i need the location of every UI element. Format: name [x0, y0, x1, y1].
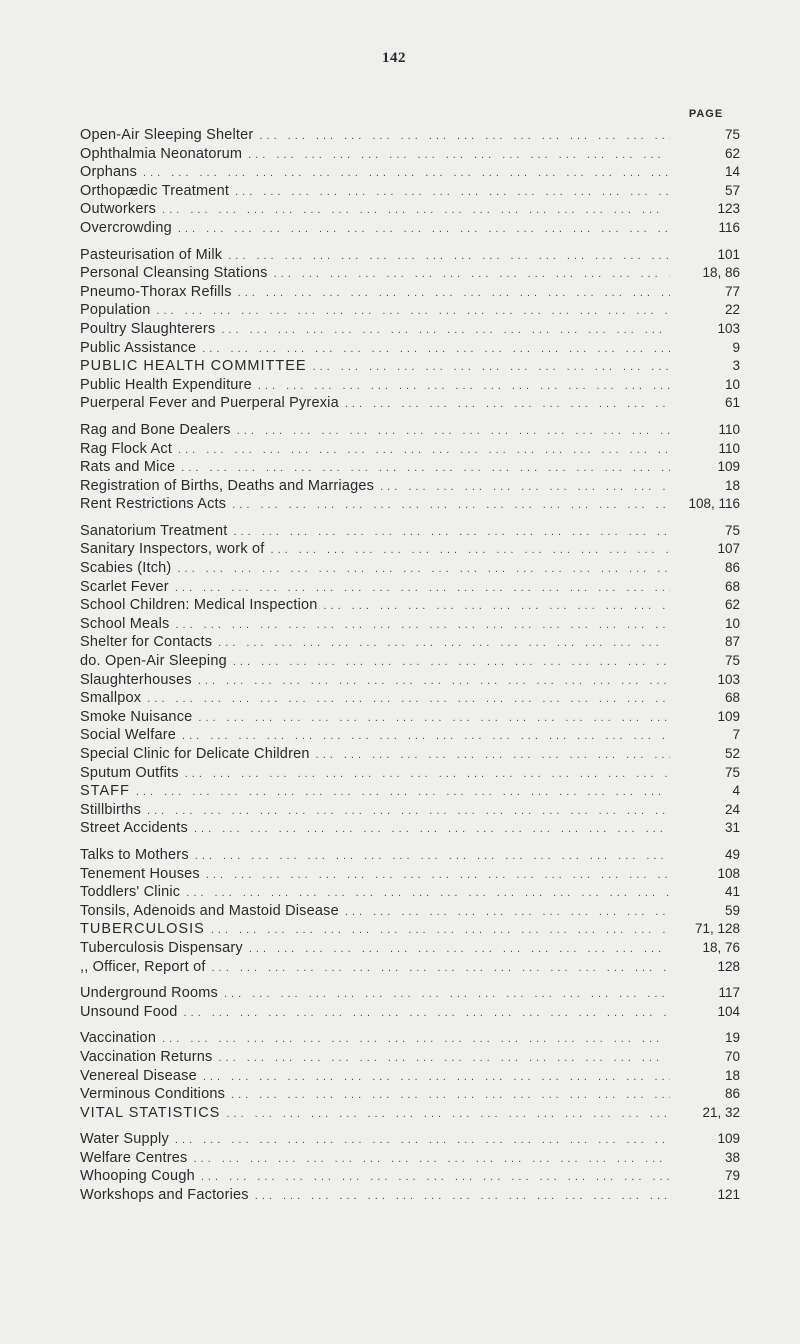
index-page-ref: 128	[717, 958, 740, 974]
index-term: Slaughterhouses	[80, 671, 192, 688]
index-entry	[80, 477, 740, 496]
dot-leader	[238, 284, 670, 303]
dot-leader	[136, 783, 670, 802]
index-entry	[80, 939, 740, 958]
index-entry	[80, 540, 740, 559]
index-entry	[80, 1167, 740, 1186]
index-term: Smallpox	[80, 690, 142, 707]
dot-leader	[219, 1049, 671, 1068]
index-page-ref: 75	[724, 764, 740, 780]
index-page-ref: 75	[724, 127, 740, 142]
index-term: VITAL STATISTICS	[80, 1104, 221, 1121]
index-page-ref: 38	[724, 1149, 740, 1165]
index-term: Pneumo-Thorax Refills	[80, 283, 232, 300]
dot-leader	[162, 1030, 670, 1049]
index-page-ref: 31	[724, 820, 740, 836]
index-entry	[80, 301, 740, 320]
index-page-ref: 19	[724, 1030, 740, 1046]
index-term: Toddlers' Clinic	[80, 884, 181, 901]
index-term: Tuberculosis Dispensary	[80, 939, 243, 956]
dot-leader	[324, 597, 670, 616]
index-page-ref: 18	[724, 1067, 740, 1083]
index-entry	[80, 1149, 740, 1168]
dot-leader	[194, 820, 670, 839]
dot-leader	[211, 921, 670, 940]
index-term: Verminous Conditions	[80, 1086, 226, 1103]
dot-leader	[221, 321, 670, 340]
dot-leader	[259, 127, 670, 146]
index-entry	[80, 126, 740, 145]
index-term: Population	[80, 302, 151, 319]
index-term: Scarlet Fever	[80, 578, 169, 595]
dot-leader	[235, 183, 670, 202]
index-entry	[80, 708, 740, 727]
index-term: Overcrowding	[80, 219, 172, 236]
index-entry	[80, 801, 740, 820]
index-entry	[80, 846, 740, 865]
dot-leader	[143, 164, 670, 183]
index-page-ref: 10	[724, 376, 740, 392]
index-entry	[80, 440, 740, 459]
index-group	[80, 126, 740, 238]
index-entry	[80, 246, 740, 265]
index-page-ref: 107	[717, 541, 740, 557]
index-page-ref: 77	[724, 283, 740, 299]
page-number: 142	[382, 50, 406, 66]
index-term: ,, Officer, Report of	[80, 958, 206, 975]
index-term: Welfare Centres	[80, 1149, 188, 1166]
index-page-ref: 123	[717, 201, 740, 217]
index-entry	[80, 745, 740, 764]
index-entry	[80, 1186, 740, 1205]
index-page-ref: 103	[717, 320, 740, 336]
index-page-ref: 18, 76	[702, 939, 740, 955]
index-entry	[80, 394, 740, 413]
index-term: Orphans	[80, 164, 138, 181]
dot-leader	[226, 1105, 670, 1124]
index-page-ref: 109	[717, 708, 740, 724]
index-page-ref: 18, 86	[702, 265, 740, 281]
index-entry	[80, 819, 740, 838]
index-term: PUBLIC HEALTH COMMITTEE	[80, 358, 307, 375]
index-page-ref: 9	[732, 339, 740, 355]
page-column-heading: PAGE	[688, 108, 724, 120]
index-group	[80, 522, 740, 838]
index-entry	[80, 1130, 740, 1149]
index-term: Social Welfare	[80, 727, 177, 744]
index-page-ref: 101	[717, 246, 740, 262]
dot-leader	[212, 959, 670, 978]
index-entry	[80, 264, 740, 283]
index-page-ref: 109	[717, 459, 740, 475]
index-entry	[80, 219, 740, 238]
index-page-ref: 110	[718, 421, 740, 437]
index-entry	[80, 1048, 740, 1067]
dot-leader	[206, 866, 670, 885]
index-entry	[80, 522, 740, 541]
index-page-ref: 116	[718, 219, 740, 235]
index-page-ref: 103	[717, 671, 740, 687]
index-page-ref: 87	[724, 634, 740, 650]
index-page-ref: 86	[724, 560, 740, 576]
index-entry	[80, 615, 740, 634]
index-term: Scabies (Itch)	[80, 560, 172, 577]
index-term: Workshops and Factories	[80, 1187, 249, 1204]
dot-leader	[201, 1168, 670, 1187]
dot-leader	[147, 690, 670, 709]
index-entry	[80, 339, 740, 358]
dot-leader	[178, 441, 670, 460]
index-page-ref: 18	[724, 477, 740, 493]
dot-leader	[249, 940, 670, 959]
index-entry	[80, 984, 740, 1003]
index-entry	[80, 495, 740, 514]
dot-leader	[177, 560, 670, 579]
index-entry	[80, 376, 740, 395]
index-term: Special Clinic for Delicate Children	[80, 746, 310, 762]
index-page-ref: 14	[724, 164, 740, 180]
index-term: School Children: Medical Inspection	[80, 597, 318, 614]
dot-leader	[233, 523, 670, 542]
index-entry	[80, 421, 740, 440]
index-term: STAFF	[80, 783, 130, 800]
index-term: Underground Rooms	[80, 985, 218, 1002]
index-entry	[80, 200, 740, 219]
index-term: Unsound Food	[80, 1003, 178, 1020]
index-page-ref: 117	[718, 985, 740, 1001]
dot-leader	[203, 1068, 670, 1087]
index-term: Open-Air Sleeping Shelter	[80, 127, 254, 143]
dot-leader	[184, 1004, 670, 1023]
index-page-ref: 109	[717, 1131, 740, 1147]
index-entry	[80, 283, 740, 302]
dot-leader	[147, 802, 670, 821]
dot-leader	[237, 422, 670, 441]
index-term: Poultry Slaughterers	[80, 320, 216, 337]
index-group	[80, 846, 740, 976]
index-entry	[80, 559, 740, 578]
dot-leader	[232, 496, 670, 515]
index-term: Rag Flock Act	[80, 440, 173, 457]
index-entry	[80, 958, 740, 977]
index-page-ref: 110	[718, 440, 740, 456]
dot-leader	[185, 765, 670, 784]
index-page-ref: 68	[724, 690, 740, 706]
index-term: do. Open-Air Sleeping	[80, 653, 227, 670]
index-term: Outworkers	[80, 201, 157, 218]
index-term: Puerperal Fever and Puerperal Pyrexia	[80, 395, 339, 412]
dot-leader	[175, 616, 670, 635]
dot-leader	[157, 302, 670, 321]
dot-leader	[228, 247, 670, 266]
index-term: Tenement Houses	[80, 865, 200, 882]
index-group	[80, 246, 740, 413]
dot-leader	[345, 395, 670, 414]
index-group	[80, 1130, 740, 1204]
index-entry	[80, 578, 740, 597]
index-page-ref: 4	[732, 783, 740, 799]
index-term: Vaccination Returns	[80, 1048, 213, 1065]
index-page-ref: 61	[724, 395, 740, 411]
index-entry	[80, 357, 740, 376]
dot-leader	[224, 985, 670, 1004]
index-page-ref: 79	[724, 1168, 740, 1184]
index-entry	[80, 320, 740, 339]
index-entry	[80, 1003, 740, 1022]
dot-leader	[182, 727, 670, 746]
index-group	[80, 1029, 740, 1122]
index-entry	[80, 764, 740, 783]
index-entry	[80, 596, 740, 615]
dot-leader	[202, 340, 670, 359]
index-term: Vaccination	[80, 1030, 157, 1047]
dot-leader	[198, 672, 670, 691]
dot-leader	[233, 653, 670, 672]
index-entry	[80, 920, 740, 939]
index-entry	[80, 458, 740, 477]
index-page-ref: 86	[724, 1086, 740, 1102]
index-page-ref: 7	[732, 727, 740, 743]
index-page-ref: 71, 128	[694, 921, 740, 937]
index-page-ref: 22	[724, 302, 740, 318]
index-entry	[80, 652, 740, 671]
index-entry	[80, 182, 740, 201]
index-term: Rats and Mice	[80, 459, 176, 476]
index-page-ref: 104	[717, 1003, 740, 1019]
index-entry	[80, 163, 740, 182]
index-entry	[80, 883, 740, 902]
dot-leader	[248, 146, 670, 165]
index-page-ref: 21, 32	[702, 1104, 740, 1120]
dot-leader	[162, 201, 670, 220]
index-term: Stillbirths	[80, 801, 142, 818]
index-page-ref: 52	[724, 746, 740, 761]
index-term: Rag and Bone Dealers	[80, 421, 231, 438]
index-term: Tonsils, Adenoids and Mastoid Disease	[80, 902, 339, 919]
index-page-ref: 62	[724, 597, 740, 613]
index-page-ref: 68	[724, 578, 740, 594]
index-term: Sputum Outfits	[80, 764, 179, 781]
dot-leader	[218, 634, 670, 653]
index-page-ref: 49	[724, 846, 740, 862]
index-term: Street Accidents	[80, 820, 188, 837]
dot-leader	[178, 220, 670, 239]
index-entry	[80, 689, 740, 708]
index-page-ref: 62	[724, 145, 740, 161]
index-group	[80, 421, 740, 514]
index-page-ref: 24	[724, 801, 740, 817]
index-entry	[80, 782, 740, 801]
index-term: Registration of Births, Deaths and Marriages	[80, 477, 375, 494]
index-entry	[80, 1067, 740, 1086]
index-page-ref: 10	[724, 615, 740, 631]
dot-leader	[175, 1131, 670, 1150]
index-list	[80, 126, 740, 1213]
dot-leader	[198, 709, 670, 728]
dot-leader	[255, 1187, 670, 1206]
index-entry	[80, 1029, 740, 1048]
index-entry	[80, 865, 740, 884]
index-page-ref: 75	[724, 522, 740, 538]
dot-leader	[194, 1150, 671, 1169]
index-term: Ophthalmia Neonatorum	[80, 145, 243, 162]
index-term: Whooping Cough	[80, 1168, 195, 1185]
dot-leader	[258, 377, 670, 396]
index-term: Smoke Nuisance	[80, 708, 193, 725]
index-entry	[80, 902, 740, 921]
index-page-ref: 108, 116	[688, 496, 740, 512]
dot-leader	[345, 903, 670, 922]
index-term: Personal Cleansing Stations	[80, 265, 268, 282]
dot-leader	[231, 1086, 670, 1105]
index-page-ref: 57	[724, 182, 740, 198]
index-entry	[80, 1085, 740, 1104]
index-term: Pasteurisation of Milk	[80, 246, 223, 263]
index-term: Public Assistance	[80, 339, 197, 356]
index-term: Talks to Mothers	[80, 846, 189, 863]
index-term: Sanatorium Treatment	[80, 522, 228, 539]
dot-leader	[186, 884, 670, 903]
index-page-ref: 75	[724, 653, 740, 669]
index-entry	[80, 633, 740, 652]
index-term: School Meals	[80, 615, 170, 632]
index-page-ref: 59	[724, 902, 740, 918]
index-entry	[80, 671, 740, 690]
dot-leader	[313, 358, 670, 377]
index-entry	[80, 1104, 740, 1123]
index-page-ref: 41	[724, 884, 740, 900]
dot-leader	[175, 579, 670, 598]
index-page-ref: 108	[717, 865, 740, 881]
index-term: Rent Restrictions Acts	[80, 496, 227, 513]
index-term: Venereal Disease	[80, 1067, 197, 1084]
index-page-ref: 70	[724, 1048, 740, 1064]
dot-leader	[195, 847, 670, 866]
index-term: Public Health Expenditure	[80, 376, 252, 393]
index-page-ref: 121	[717, 1187, 740, 1203]
index-term: Sanitary Inspectors, work of	[80, 541, 265, 558]
index-group	[80, 984, 740, 1021]
dot-leader	[380, 478, 670, 497]
index-entry	[80, 145, 740, 164]
index-entry	[80, 726, 740, 745]
dot-leader	[274, 265, 670, 284]
index-term: Orthopædic Treatment	[80, 182, 230, 199]
index-page-ref: 3	[732, 358, 740, 374]
index-term: TUBERCULOSIS	[80, 921, 205, 938]
dot-leader	[316, 746, 670, 765]
index-term: Shelter for Contacts	[80, 634, 213, 651]
index-term: Water Supply	[80, 1131, 169, 1148]
dot-leader	[181, 459, 670, 478]
dot-leader	[271, 541, 670, 560]
